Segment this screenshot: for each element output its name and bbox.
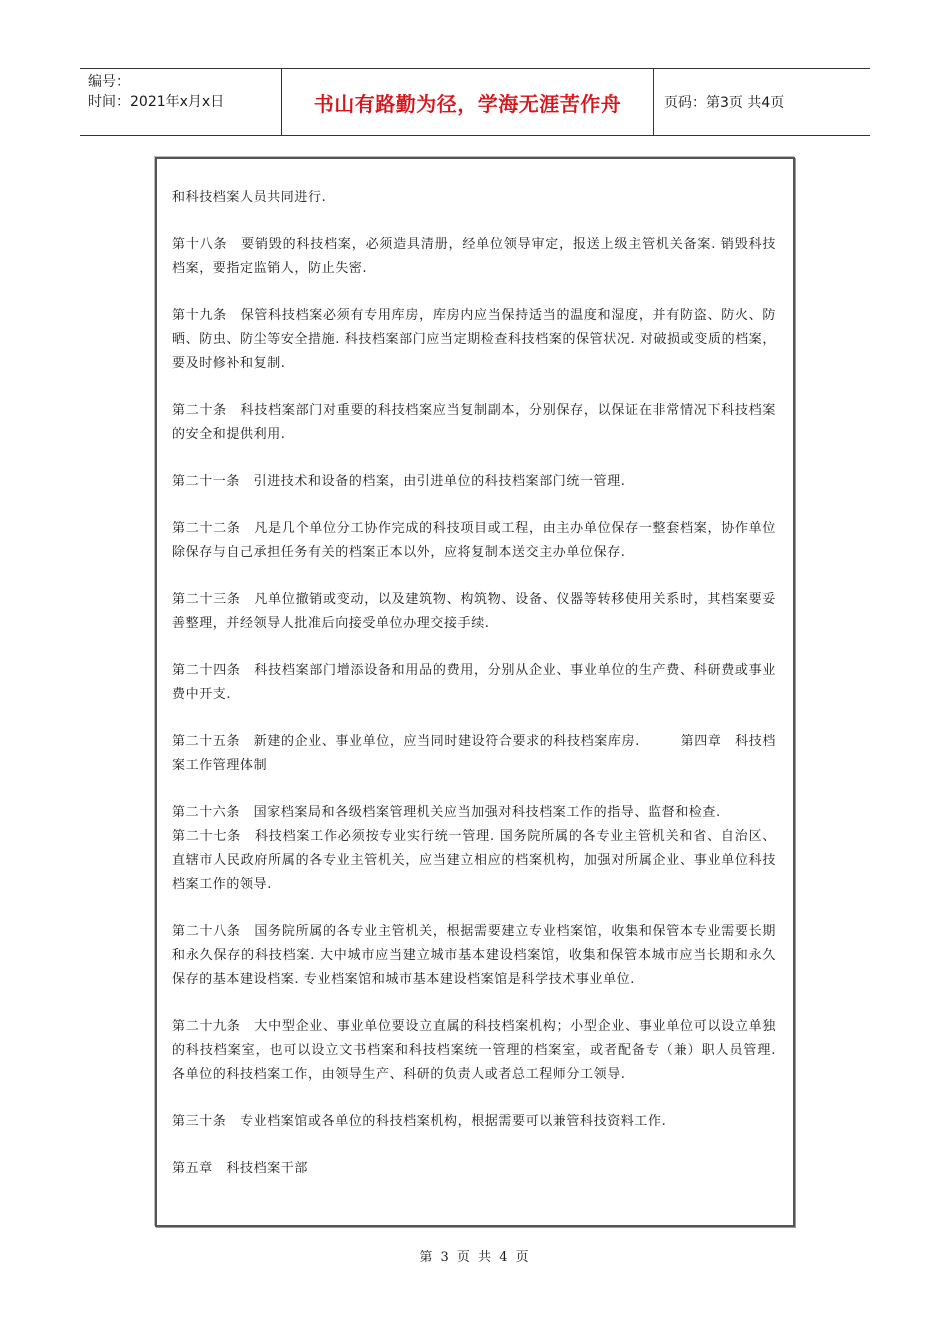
article-21: 第二十一条 引进技术和设备的档案，由引进单位的科技档案部门统一管理. — [172, 474, 626, 489]
article-20: 第二十条 科技档案部门对重要的科技档案应当复制副本，分别保存，以保证在非常情况下科技档案的安全和提供利用. — [172, 403, 776, 442]
article-28: 第二十八条 国务院所属的各专业主管机关，根据需要建立专业档案馆，收集和保管本专业需要长期和永久保存的科技档案. 大中城市应当建立城市基本建设档案馆，收集和保管本城市应当长期和永久保存的基本建设档案. 专业档案馆和城市基本建设档案馆是科学技术事业单位. — [172, 924, 776, 987]
number-label: 编号： — [88, 74, 130, 90]
paragraph: 和科技档案人员共同进行. — [172, 190, 327, 205]
article-30: 第三十条 专业档案馆或各单位的科技档案机构，根据需要可以兼管科技资料工作. — [172, 1114, 667, 1129]
header-page-code: 页码：第3页 共4页 — [664, 95, 785, 111]
article-19: 第十九条 保管科技档案必须有专用库房，库房内应当保持适当的温度和湿度，并有防盗、防火、防晒、防虫、防尘等安全措施. 科技档案部门应当定期检查科技档案的保管状况. 对破损或变质的档案，要及时修补和复制. — [172, 308, 776, 371]
time-label: 时间：2021年x月x日 — [88, 94, 225, 110]
header-meta — [80, 69, 282, 135]
document-body — [172, 186, 817, 1204]
article-18: 第十八条 要销毁的科技档案，必须造具清册，经单位领导审定，报送上级主管机关备案. 销毁科技档案，要指定监销人，防止失密. — [172, 237, 776, 276]
chapter-heading: 第五章 科技档案干部 — [172, 1161, 309, 1176]
article-24: 第二十四条 科技档案部门增添设备和用品的费用，分别从企业、事业单位的生产费、科研费或事业费中开支. — [172, 663, 776, 702]
page-footer: 第 3 页 共 4 页 — [419, 1250, 531, 1265]
article-23: 第二十三条 凡单位撤销或变动，以及建筑物、构筑物、设备、仪器等转移使用关系时，其档案要妥善整理，并经领导人批准后向接受单位办理交接手续. — [172, 592, 776, 631]
article-27: 第二十七条 科技档案工作必须按专业实行统一管理. 国务院所属的各专业主管机关和省、自治区、直辖市人民政府所属的各专业主管机关，应当建立相应的档案机构，加强对所属企业、事业单位科技档案工作的领导. — [172, 829, 776, 892]
article-26: 第二十六条 国家档案局和各级档案管理机关应当加强对科技档案工作的指导、监督和检查. — [172, 805, 721, 820]
article-22: 第二十二条 凡是几个单位分工协作完成的科技项目或工程，由主办单位保存一整套档案，协作单位除保存与自己承担任务有关的档案正本以外，应将复制本送交主办单位保存. — [172, 521, 776, 560]
article-25: 第二十五条 新建的企业、事业单位，应当同时建设符合要求的科技档案库房. 第四章 科技档案工作管理体制 — [172, 734, 776, 773]
header-motto: 书山有路勤为径，学海无涯苦作舟 — [282, 69, 654, 135]
article-29: 第二十九条 大中型企业、事业单位要设立直属的科技档案机构；小型企业、事业单位可以设立单独的科技档案室，也可以设立文书档案和科技档案统一管理的档案室，或者配备专（兼）职人员管理. 各单位的科技档案工作，由领导生产、科研的负责人或者总工程师分工领导. — [172, 1019, 817, 1082]
page-header — [80, 68, 870, 136]
